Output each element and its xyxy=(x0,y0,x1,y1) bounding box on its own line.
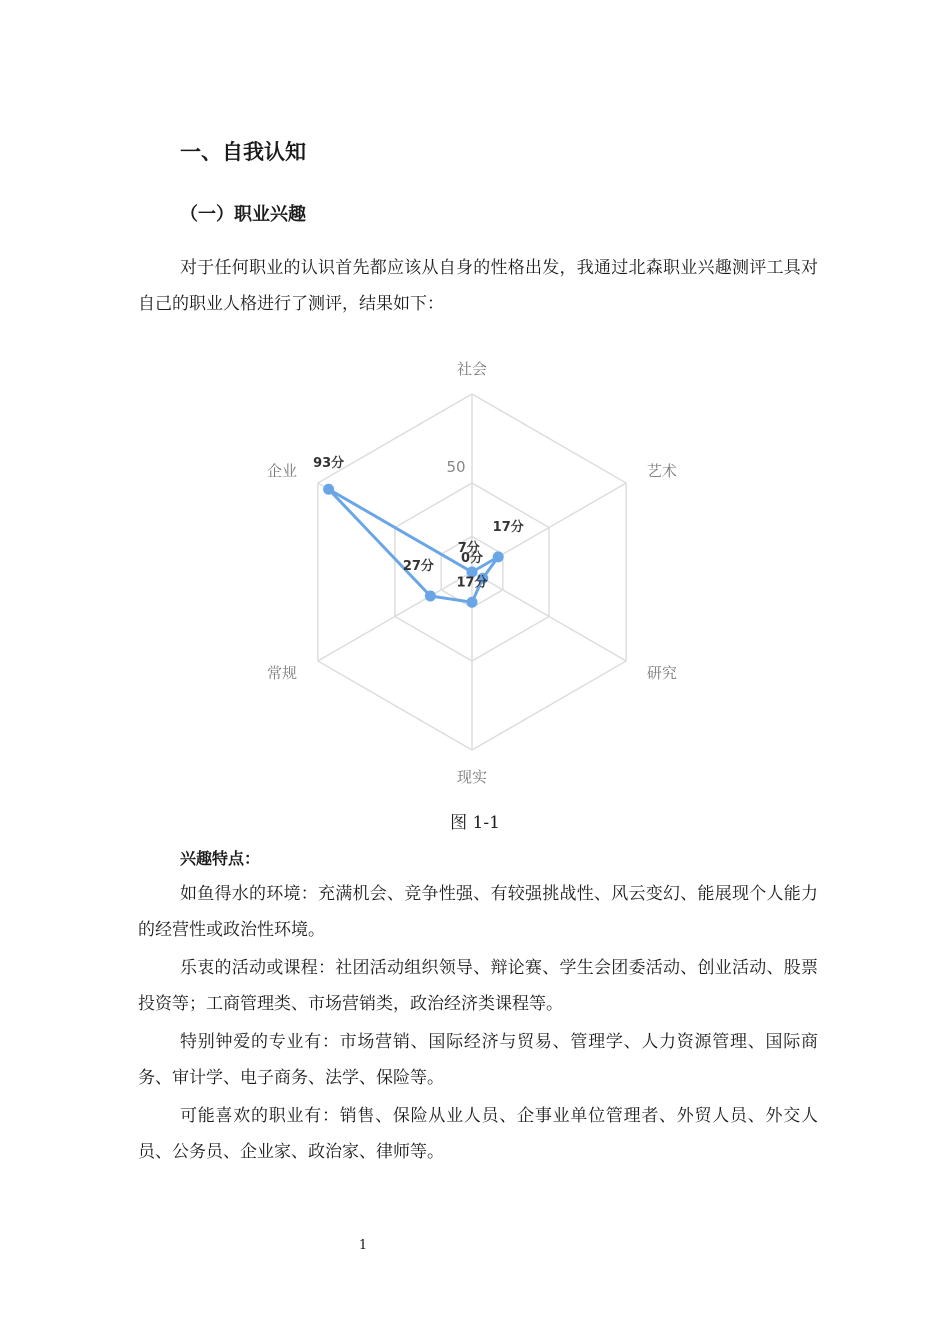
scale-label: 50 xyxy=(446,458,466,476)
data-label-现实: 17分 xyxy=(456,575,488,591)
subsection-heading: （一）职业兴趣 xyxy=(180,204,306,225)
data-label-常规: 27分 xyxy=(402,559,434,575)
axis-label: 企业 xyxy=(267,462,298,480)
radar-chart xyxy=(240,340,710,786)
page-number: 1 xyxy=(358,1238,368,1253)
figure-caption: 图 1-1 xyxy=(450,813,500,833)
data-label-社会: 0分 xyxy=(460,551,484,566)
axis-label: 艺术 xyxy=(646,462,677,480)
data-label-企业: 93分 xyxy=(313,456,345,472)
intro-paragraph: 对于任何职业的认识首先都应该从自身的性格出发，我通过北森职业兴趣测评工具对自己的职业人格进行了测评，结果如下： xyxy=(138,258,818,314)
paragraph-majors: 特别钟爱的专业有：市场营销、国际经济与贸易、管理学、人力资源管理、国际商务、审计学、电子商务、法学、保险等。 xyxy=(138,1032,818,1088)
features-title: 兴趣特点： xyxy=(180,849,261,868)
data-label-研究: 7分 xyxy=(457,541,480,557)
axis-label: 社会 xyxy=(456,360,488,378)
data-label-艺术: 17分 xyxy=(492,519,524,535)
data-point-现实 xyxy=(467,597,478,608)
paragraph-activities: 乐衷的活动或课程：社团活动组织领导、辩论赛、学生会团委活动、创业活动、股票投资等；工商管理类、市场营销类，政治经济类课程等。 xyxy=(138,958,818,1014)
axis-label: 现实 xyxy=(456,768,488,786)
paragraph-careers: 可能喜欢的职业有：销售、保险从业人员、企事业单位管理者、外贸人员、外交人员、公务员、企业家、政治家、律师等。 xyxy=(138,1106,818,1162)
data-point-常规 xyxy=(425,591,436,602)
data-point-艺术 xyxy=(493,551,504,562)
axis-label: 常规 xyxy=(267,664,298,682)
paragraph-environment: 如鱼得水的环境：充满机会、竞争性强、有较强挑战性、风云变幻、能展现个人能力的经营性或政治性环境。 xyxy=(138,884,818,940)
section-heading: 一、自我认知 xyxy=(180,140,306,164)
data-point-企业 xyxy=(323,484,334,495)
axis-label: 研究 xyxy=(646,664,677,682)
